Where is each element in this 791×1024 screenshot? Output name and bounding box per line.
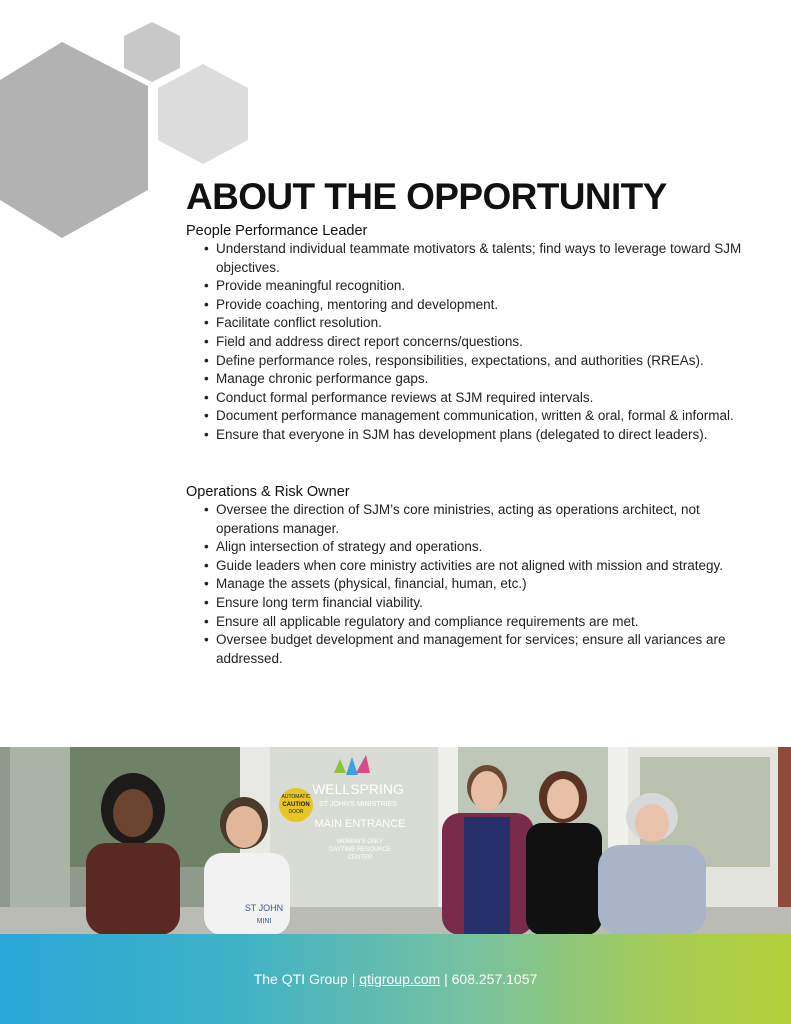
list-item: • Oversee the direction of SJM’s core ministries, acting as operations architect, not operations manager. [204,501,756,538]
section-operations-risk [186,483,756,668]
sign-entrance: MAIN ENTRANCE [314,818,406,830]
list-item: • Field and address direct report concerns/questions. [204,333,756,352]
list-item: • Ensure that everyone in SJM has development plans (delegated to direct leaders). [204,426,756,445]
list-item: • Provide meaningful recognition. [204,277,756,296]
bullet-list [204,501,756,668]
group-photo [0,747,791,935]
door-sticker-text: DOOR [288,809,304,815]
list-item: • Define performance roles, responsibilities, expectations, and authorities (RREAs). [204,352,756,371]
hexagon-large [0,42,148,238]
footer-website-link[interactable]: qtigroup.com [359,971,441,987]
list-item: • Provide coaching, mentoring and development. [204,296,756,315]
door-sticker-text: AUTOMATIC [281,794,311,800]
list-item: • Facilitate conflict resolution. [204,314,756,333]
list-item: • Align intersection of strategy and operations. [204,538,756,557]
bullet-list [204,240,756,445]
sign-line: CENTER [347,855,373,861]
footer-bar [0,934,791,1024]
list-item: • Conduct formal performance reviews at SJM required intervals. [204,389,756,408]
list-item: • Document performance management communication, written & oral, formal & informal. [204,407,756,426]
door-sticker-text: CAUTION [282,802,310,808]
list-item: • Understand individual teammate motivators & talents; find ways to leverage toward SJM objectives. [204,240,756,277]
sign-org: ST JOHN'S MINISTRIES [319,801,397,808]
group-photo-illustration [0,747,791,935]
list-item: • Oversee budget development and management for services; ensure all variances are addressed. [204,631,756,668]
section-people-performance [186,222,756,445]
shirt-text: ST JOHN [244,903,284,913]
footer-company: The QTI Group [253,971,348,987]
list-item: • Ensure all applicable regulatory and compliance requirements are met. [204,613,756,632]
hexagon-medium [158,64,248,164]
section-heading: Operations & Risk Owner [186,484,350,500]
list-item: • Manage the assets (physical, financial, human, etc.) [204,575,756,594]
list-item: • Ensure long term financial viability. [204,594,756,613]
sign-line: DAYTIME RESOURCE [329,847,391,853]
sign-brand: WELLSPRING [312,781,404,797]
list-item: • Guide leaders when core ministry activities are not aligned with mission and strategy. [204,557,756,576]
shirt-text: MINI [256,918,272,925]
section-heading: People Performance Leader [186,223,368,239]
hexagon-small [124,22,180,82]
sign-line: WOMAN'S ONLY [336,839,384,845]
page-title: ABOUT THE OPPORTUNITY [186,176,667,217]
list-item: • Manage chronic performance gaps. [204,370,756,389]
footer-separator: | [347,971,360,987]
footer-contact [254,971,538,987]
footer-phone: 608.257.1057 [451,971,538,987]
footer-separator: | [440,971,452,987]
